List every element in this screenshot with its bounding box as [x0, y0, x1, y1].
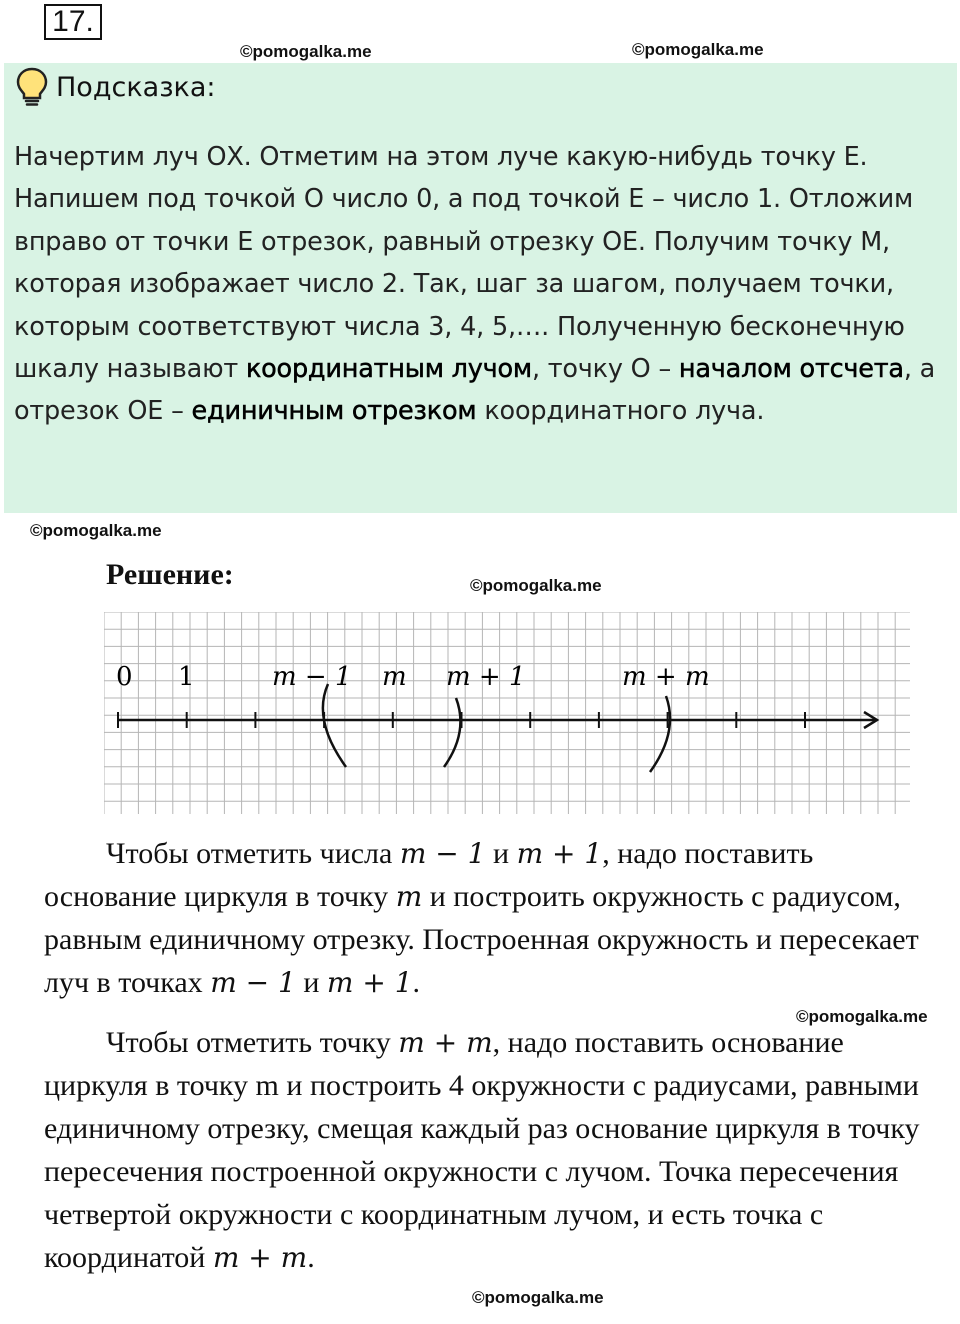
math-expression: m + m: [398, 1026, 493, 1059]
label-one: 1: [178, 662, 195, 692]
text-part: .: [412, 966, 421, 999]
solution-paragraph-2: [44, 1021, 924, 1279]
watermark: ©pomogalka.me: [796, 1007, 928, 1026]
label-zero: 0: [116, 662, 133, 692]
math-expression: m: [395, 880, 423, 913]
text-part: Чтобы отметить точку: [106, 1026, 399, 1059]
hint-text-part: Начертим луч ОХ. Отметим на этом луче какую-нибудь точку Е. Напишем под точкой О число 0, а под точкой Е – число 1. Отложим вправо от точки Е отрезок, равный отрезку ОЕ. Получим точку М, которая изображает число 2. Так, шаг за шагом, получаем точки, которым соответствуют числа 3, 4, 5,…. Полученную бесконечную шкалу называют: [14, 142, 914, 385]
watermark: ©pomogalka.me: [472, 1288, 604, 1307]
solution-paragraph-1: [44, 832, 924, 1004]
text-part: Чтобы отметить числа: [106, 837, 400, 870]
solution-title: Решение:: [106, 558, 234, 591]
hint-text-part: , точку О –: [531, 354, 679, 385]
math-expression: m + 1: [516, 837, 603, 870]
label-m-minus-1: m − 1: [272, 662, 352, 692]
coordinate-ray-figure: [104, 612, 910, 814]
text-part: , надо поставить основание циркуля в точку: [44, 837, 814, 913]
compass-arc-m-plus-m: [650, 696, 670, 772]
math-expression: m + m: [212, 1241, 308, 1274]
watermark: ©pomogalka.me: [240, 42, 372, 61]
text-part: .: [307, 1241, 315, 1274]
math-expression: m − 1: [210, 966, 296, 999]
hint-term: единичным отрезком: [191, 396, 477, 427]
watermark: ©pomogalka.me: [632, 40, 764, 59]
compass-arc-left: [323, 684, 346, 767]
text-part: и: [485, 837, 517, 870]
text-part: и: [295, 966, 327, 999]
task-number: 17.: [44, 4, 102, 40]
label-m: m: [382, 662, 407, 692]
watermark: ©pomogalka.me: [470, 576, 602, 595]
math-expression: m + 1: [326, 966, 413, 999]
hint-term: началом отсчета: [678, 354, 904, 385]
label-m-plus-1: m + 1: [446, 662, 526, 692]
grid-lines: [104, 612, 910, 814]
lightbulb-icon: [14, 66, 50, 108]
text-part: и построить окружность с радиусом, равным единичному отрезку. Построенная окружность и пересекает луч в точках: [44, 880, 919, 999]
hint-title: Подсказка:: [56, 72, 216, 103]
hint-term: координатным лучом: [245, 354, 532, 385]
hint-text-part: , а отрезок ОЕ –: [14, 354, 936, 427]
hint-text-part: координатного луча.: [476, 396, 765, 427]
math-expression: m − 1: [399, 837, 486, 870]
text-part: , надо поставить основание циркуля в точку m и построить 4 окружности с радиусами, равными единичному отрезку, смещая каждый раз основание циркуля в точку пересечения построенной окружности с лучом. Точка пересечения четвертой окружности с координатным лучом, и есть точка с координатой: [44, 1026, 920, 1274]
watermark: ©pomogalka.me: [30, 521, 162, 540]
hint-text: [14, 136, 949, 433]
label-m-plus-m: m + m: [622, 662, 710, 692]
